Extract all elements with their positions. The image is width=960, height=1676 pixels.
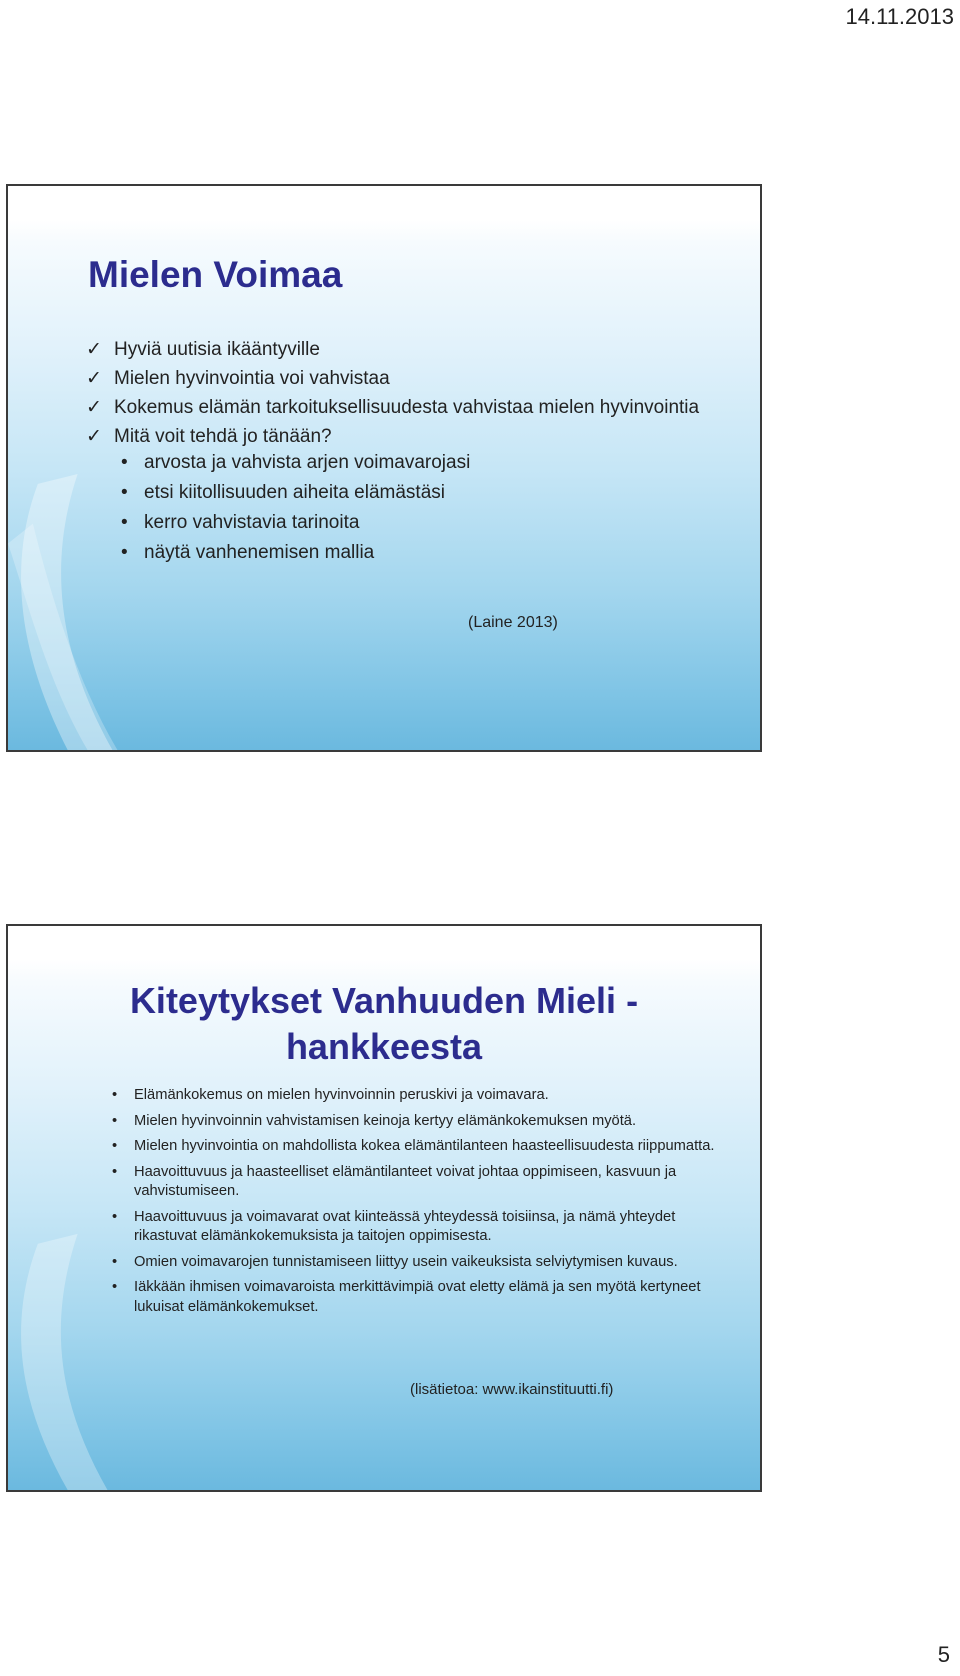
bullet-icon: • [121,512,128,533]
sub-bullet-item [114,481,726,505]
bullet-item [104,1112,724,1132]
bullet-text: Haavoittuvuus ja haasteelliset elämäntilanteet voivat johtaa oppimiseen, kasvuun ja vahvistumiseen. [134,1163,677,1199]
check-item-text: Mitä voit tehdä jo tänään? [114,426,332,447]
bullet-item [104,1086,724,1106]
bullet-text: Elämänkokemus on mielen hyvinvoinnin peruskivi ja voimavara. [134,1087,549,1103]
slide-title-line: Kiteytykset Vanhuuden Mieli - [129,980,639,1021]
slide-title: Mielen Voimaa [88,254,343,295]
check-item [86,338,726,362]
bullet-item [104,1253,724,1273]
bullet-text: Iäkkään ihmisen voimavaroista merkittävimpiä ovat eletty elämä ja sen myötä kertyneet lukuisat elämänkokemukset. [134,1279,701,1315]
check-icon: ✓ [86,339,102,360]
bullet-icon: • [112,1112,118,1129]
citation: (Laine 2013) [468,614,558,631]
check-item [86,425,726,565]
check-item-text: Hyviä uutisia ikääntyville [114,339,320,360]
bullet-text: Omien voimavarojen tunnistamiseen liittyy usein vaikeuksista selviytymisen kuvaus. [134,1253,678,1270]
bullet-icon: • [121,452,128,473]
source-note: (lisätietoa: www.ikainstituutti.fi) [410,1381,614,1398]
check-list [86,338,726,571]
bullet-icon: • [121,482,128,503]
sub-bullet-item [114,451,726,475]
slide-mielen-voimaa [6,184,762,752]
bullet-text: Mielen hyvinvointia on mahdollista kokea elämäntilanteen haasteellisuudesta riippumatta. [134,1138,715,1154]
bullet-icon: • [112,1279,118,1295]
bullet-icon: • [121,542,128,563]
bullet-text: Haavoittuvuus ja voimavarat ovat kiinteässä yhteydessä toisiinsa, ja nämä yhteydet rikastuvat elämänkokemuksista ja taitojen oppimisesta. [134,1208,676,1244]
bullet-list [104,1086,724,1323]
check-item [86,367,726,391]
sub-bullet-item [114,541,726,565]
bullet-item [104,1163,724,1202]
bullet-item [104,1208,724,1247]
page-date: 14.11.2013 [845,4,954,29]
sub-bullet-text: kerro vahvistavia tarinoita [144,512,360,533]
slide-kiteytykset [6,924,762,1492]
sub-bullet-text: arvosta ja vahvista arjen voimavarojasi [144,452,471,473]
check-icon: ✓ [86,368,102,389]
check-item-text: Kokemus elämän tarkoituksellisuudesta vahvistaa mielen hyvinvointia [114,397,700,418]
slide-title [8,978,760,1070]
bullet-icon: • [112,1208,118,1225]
sub-bullet-list [114,451,726,565]
sub-bullet-text: etsi kiitollisuuden aiheita elämästäsi [144,482,445,503]
bullet-item [104,1278,724,1317]
bullet-icon: • [112,1138,118,1154]
check-item-text: Mielen hyvinvointia voi vahvistaa [114,368,390,389]
bullet-icon: • [112,1253,118,1270]
sub-bullet-text: näytä vanhenemisen mallia [144,542,375,563]
check-icon: ✓ [86,426,102,447]
bullet-icon: • [112,1163,118,1180]
bullet-item [104,1137,724,1157]
slide-title-line: hankkeesta [285,1026,483,1067]
check-item [86,396,726,420]
bullet-icon: • [112,1087,118,1103]
check-icon: ✓ [86,397,102,418]
page-number: 5 [937,1642,950,1667]
sub-bullet-item [114,511,726,535]
bullet-text: Mielen hyvinvoinnin vahvistamisen keinoja kertyy elämänkokemuksen myötä. [134,1112,637,1129]
